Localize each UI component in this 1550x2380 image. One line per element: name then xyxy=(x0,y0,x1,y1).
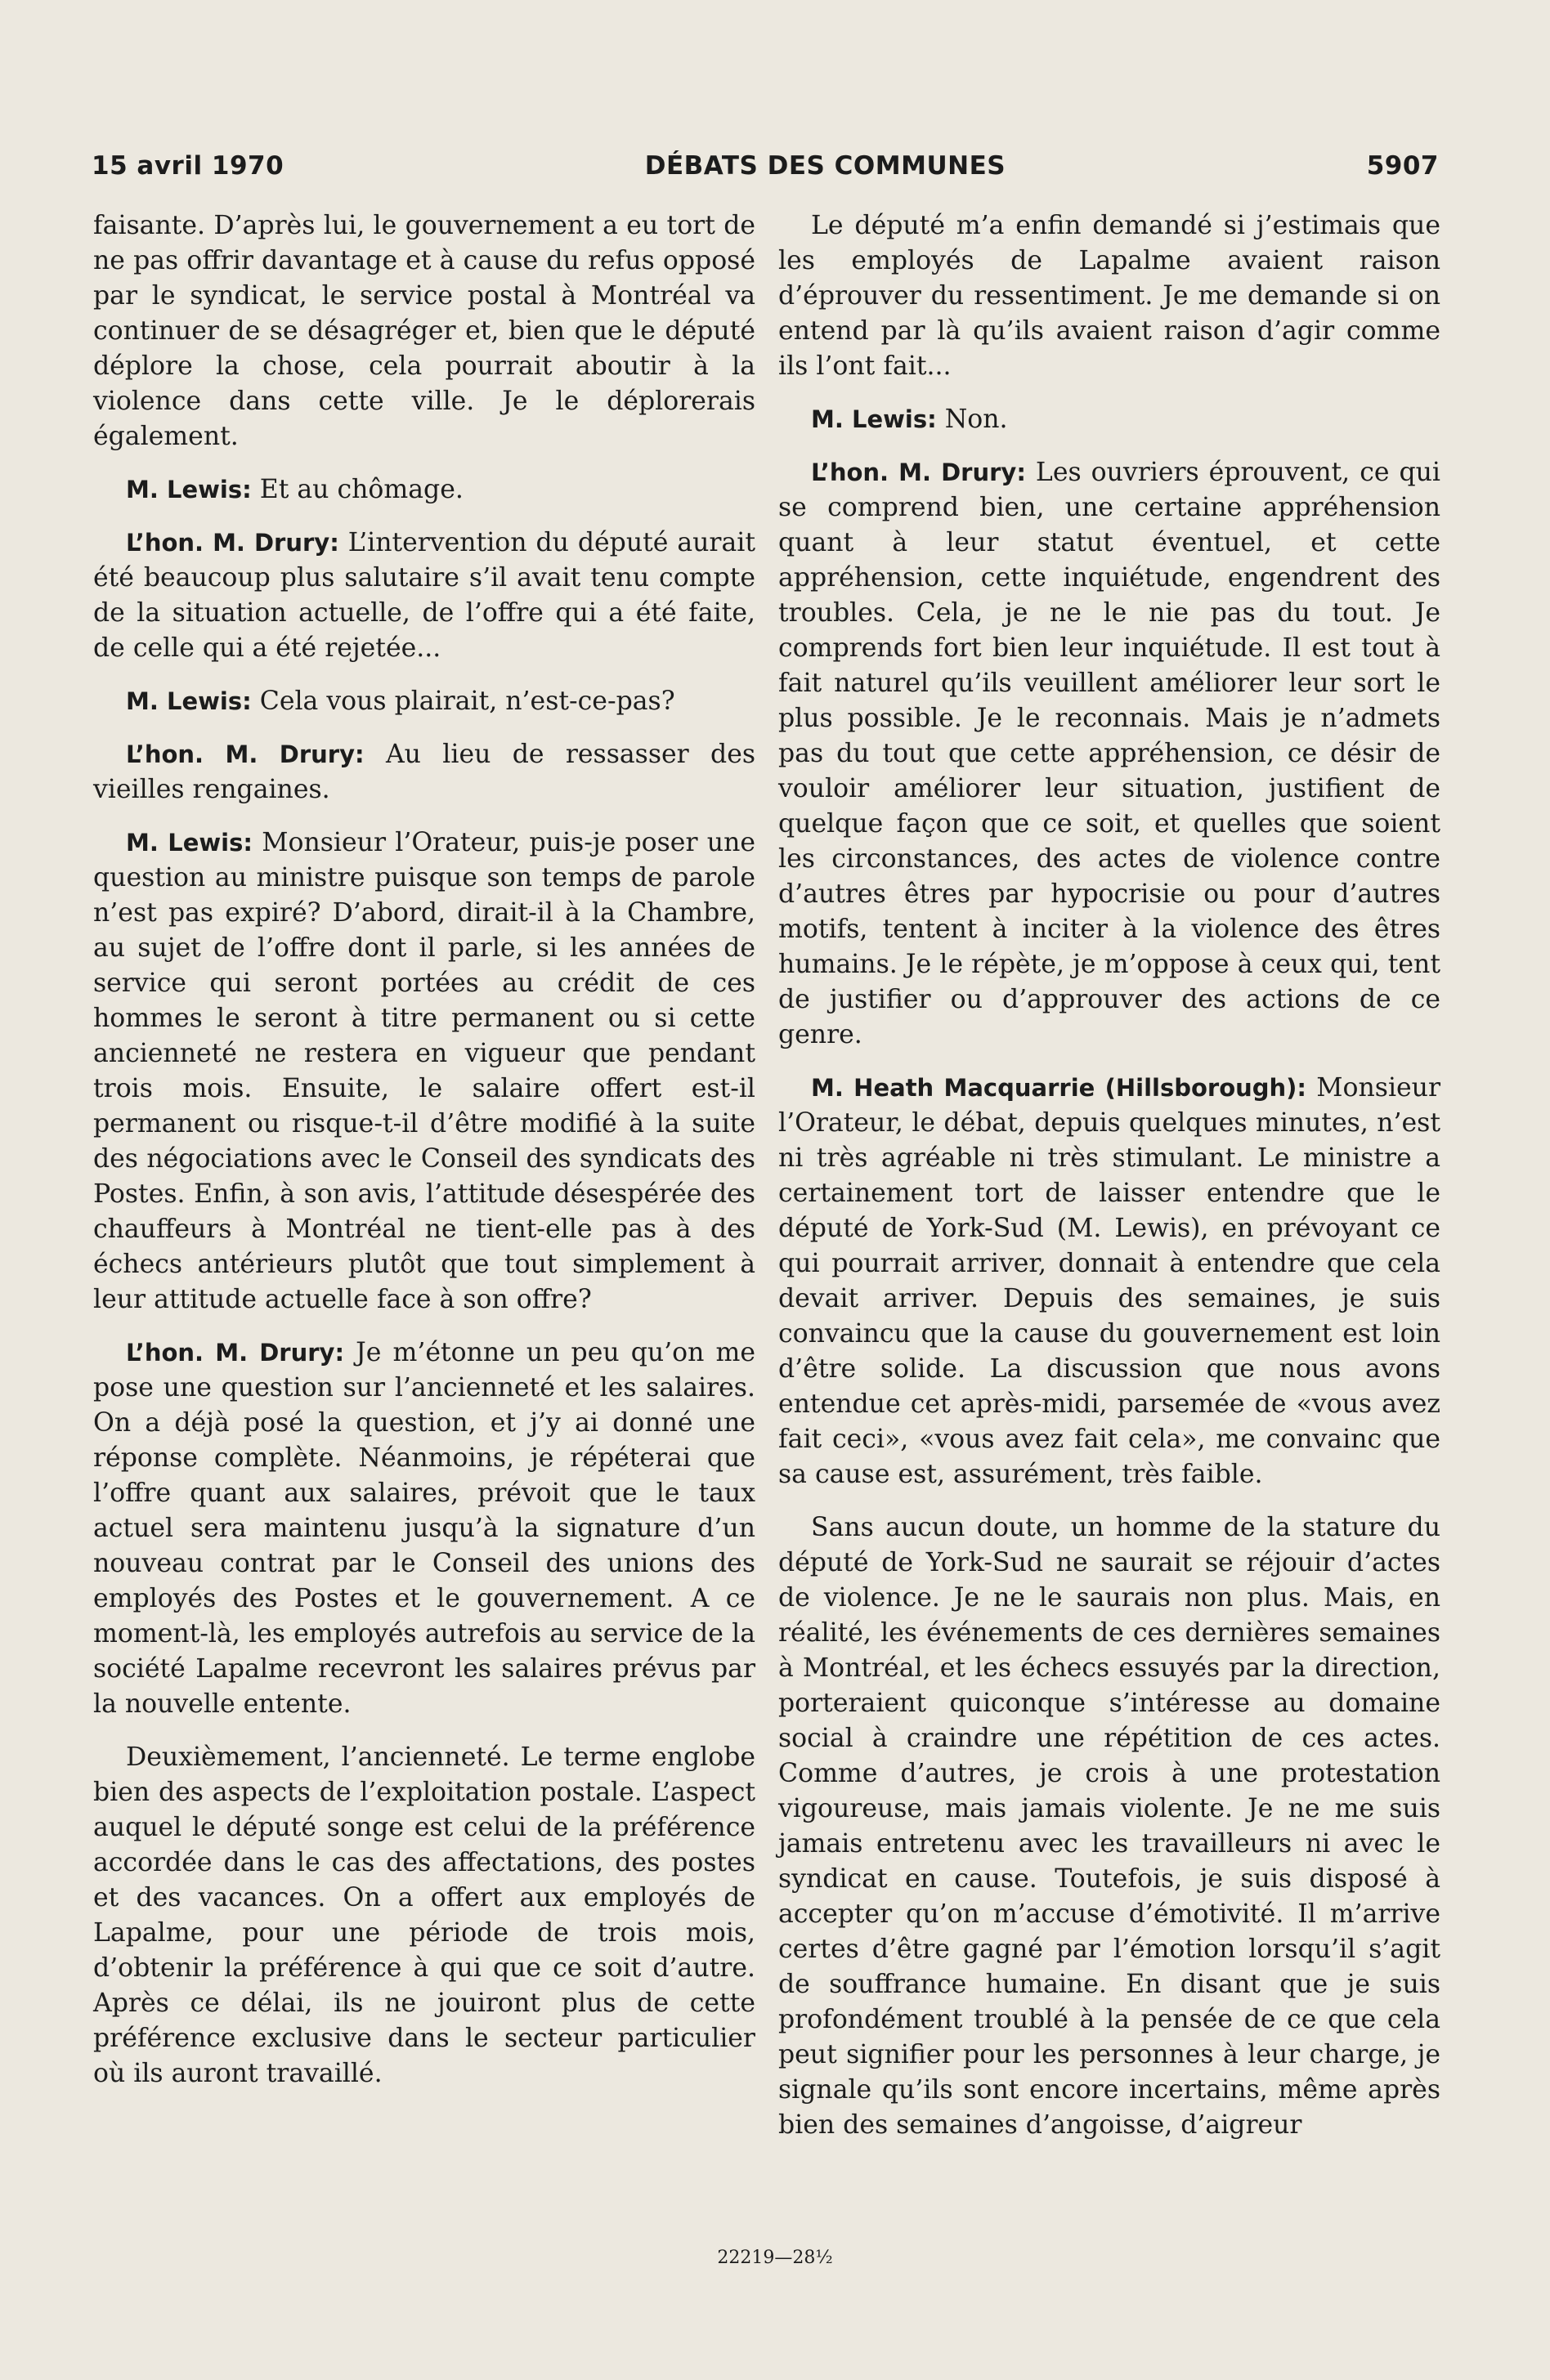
speaker-name: M. Lewis: xyxy=(811,405,937,433)
paragraph xyxy=(93,737,755,808)
paragraph-text: Et au chômage. xyxy=(259,475,464,504)
speaker-name: M. Heath Macquarrie (Hillsborough): xyxy=(811,1074,1307,1102)
speaker-name: L’hon. M. Drury: xyxy=(126,529,339,557)
paragraph-text: Le député m’a enfin demandé si j’estimais que les employés de Lapalme avaient raison d’éprouver du ressentiment. Je me demande si on entend par là qu’ils avaient raison d’agir comme ils l’ont fait... xyxy=(778,211,1440,381)
paragraph xyxy=(778,1071,1440,1492)
speaker-name: L’hon. M. Drury: xyxy=(126,1339,345,1367)
speaker-name: M. Lewis: xyxy=(126,687,252,715)
paragraph xyxy=(93,208,755,454)
paragraph-text: Sans aucun doute, un homme de la stature du député de York-Sud ne saurait se réjouir d’actes de violence. Je ne le saurais non plus. Mais, en réalité, les événements de ces dernières semaines à Montréal, et les échecs essuyés par la direction, porteraient quiconque s’intéresse au domaine social à craindre une répétition de ces actes. Comme d’autres, je crois à une protestation vigoureuse, mais jamais violente. Je ne me suis jamais entretenu avec les travailleurs ni avec le syndicat en cause. Toutefois, je suis disposé à accepter qu’on m’accuse d’émotivité. Il m’arrive certes d’être gagné par l’émotion lorsqu’il s’agit de souffrance humaine. En disant que je suis profondément troublé à la pensée de ce que cela peut signifier pour les personnes à leur charge, je signale qu’ils sont encore incertains, même après bien des semaines d’angoisse, d’aigreur xyxy=(778,1513,1440,2140)
paragraph-text: Deuxièmement, l’ancienneté. Le terme englobe bien des aspects de l’exploitation postale. L’aspect auquel le député songe est celui de la préférence accordée dans le cas des affectations, des postes et des vacances. On a offert aux employés de Lapalme, pour une période de trois mois, d’obtenir la préférence à qui que ce soit d’autre. Après ce délai, ils ne jouiront plus de cette préférence exclusive dans le secteur particulier où ils auront travaillé. xyxy=(93,1742,755,2088)
paragraph-text: faisante. D’après lui, le gouvernement a eu tort de ne pas offrir davantage et à cause du refus opposé par le syndicat, le service postal à Montréal va continuer de se désagréger et, bien que le député déplore la chose, cela pourrait aboutir à la violence dans cette ville. Je le déplorerais également. xyxy=(93,211,755,451)
paragraph-text: Je m’étonne un peu qu’on me pose une question sur l’ancienneté et les salaires. On a déjà posé la question, et j’y ai donné une réponse complète. Néanmoins, je répéterai que l’offre quant aux salaires, prévoit que le taux actuel sera maintenu jusqu’à la signature d’un nouveau contrat par le Conseil des unions des employés des Postes et le gouvernement. A ce moment-là, les employés autrefois au service de la société Lapalme recevront les salaires prévus par la nouvelle entente. xyxy=(93,1338,756,1719)
paragraph-text: Monsieur l’Orateur, le débat, depuis quelques minutes, n’est ni très agréable ni très stimulant. Le ministre a certainement tort de laisser entendre que le député de York-Sud (M. Lewis), en prévoyant ce qui pourrait arriver, donnait à entendre que cela devait arriver. Depuis des semaines, je suis convaincu que la cause du gouvernement est loin d’être solide. La discussion que nous avons entendue cet après-midi, parsemée de «vous avez fait ceci», «vous avez fait cela», me convainc que sa cause est, assurément, très faible. xyxy=(778,1073,1441,1489)
paragraph xyxy=(93,1335,755,1722)
paragraph xyxy=(93,825,755,1318)
speaker-name: M. Lewis: xyxy=(126,829,253,857)
header-date: 15 avril 1970 xyxy=(92,151,284,181)
speaker-name: M. Lewis: xyxy=(126,476,252,503)
speaker-name: L’hon. M. Drury: xyxy=(126,740,365,768)
paragraph-text: Cela vous plairait, n’est-ce-pas? xyxy=(259,687,675,716)
header-title: DÉBATS DES COMMUNES xyxy=(644,151,1006,181)
paragraph xyxy=(93,526,755,666)
paragraph xyxy=(93,1740,755,2091)
paragraph xyxy=(93,472,755,508)
paragraph xyxy=(778,1510,1440,2143)
speaker-name: L’hon. M. Drury: xyxy=(811,459,1026,486)
paragraph-text: Les ouvriers éprouvent, ce qui se comprend bien, une certaine appréhension quant à leur statut éventuel, et cette appréhension, cette inquiétude, engendrent des troubles. Cela, je ne le nie pas du tout. Je comprends fort bien leur inquiétude. Il est tout à fait naturel qu’ils veuillent améliorer leur sort le plus possible. Je le reconnais. Mais je n’admets pas du tout que cette appréhension, ce désir de vouloir améliorer leur situation, justifient de quelque façon que ce soit, et quelles que soient les circonstances, des actes de violence contre d’autres êtres par hypocrisie ou pour d’autres motifs, tentent à inciter à la violence des êtres humains. Je le répète, je m’oppose à ceux qui, tent de justifier ou d’approuver des actions de ce genre. xyxy=(778,458,1440,1049)
paragraph xyxy=(93,684,755,719)
paragraph-text: Non. xyxy=(944,405,1008,434)
right-column xyxy=(778,208,1440,2161)
page-header xyxy=(92,145,1439,186)
paragraph xyxy=(778,402,1440,437)
paragraph-text: L’intervention du député aurait été beaucoup plus salutaire s’il avait tenu compte de la situation actuelle, de l’offre qui a été faite, de celle qui a été rejetée... xyxy=(93,528,755,663)
paragraph xyxy=(778,455,1440,1053)
paragraph-text: Au lieu de ressasser des vieilles rengaines. xyxy=(93,740,755,804)
page-footer xyxy=(0,2248,1550,2268)
paragraph-text: Monsieur l’Orateur, puis-je poser une question au ministre puisque son temps de parole n’est pas expiré? D’abord, dirait-il à la Chambre, au sujet de l’offre dont il parle, si les années de service qui seront portées au crédit de ces hommes le seront à titre permanent ou si cette ancienneté ne restera en vigueur que pendant trois mois. Ensuite, le salaire offert est-il permanent ou risque-t-il d’être modifié à la suite des négociations avec le Conseil des syndicats des Postes. Enfin, à son avis, l’attitude désespérée des chauffeurs à Montréal ne tient-elle pas à des échecs antérieurs plutôt que tout simplement à leur attitude actuelle face à son offre? xyxy=(93,828,756,1314)
paragraph xyxy=(778,208,1440,384)
header-page-number: 5907 xyxy=(1366,151,1439,181)
footer-code: 22219—28½ xyxy=(717,2248,833,2268)
left-column xyxy=(93,208,755,2109)
